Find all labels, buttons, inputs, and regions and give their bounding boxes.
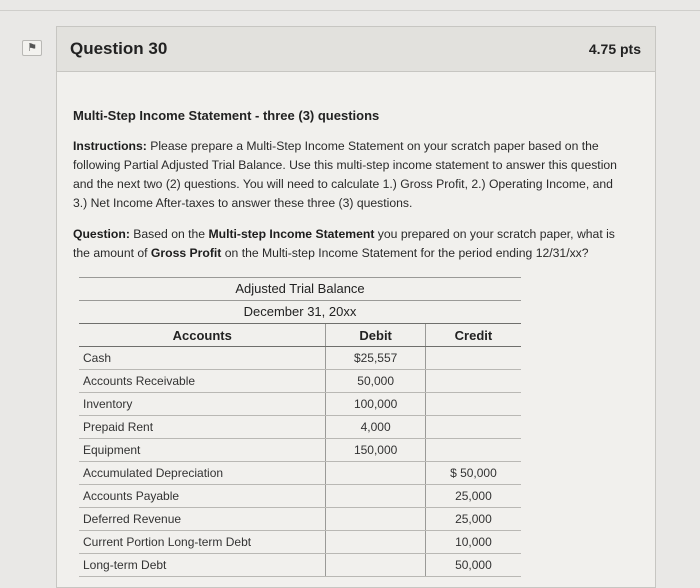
- credit-cell: [425, 393, 521, 416]
- debit-cell: 100,000: [326, 393, 425, 416]
- question-text-part: you prepared on your scratch paper, what is the amount of: [73, 227, 615, 260]
- instructions-text: [73, 137, 628, 213]
- account-cell: Accumulated Depreciation: [79, 462, 326, 485]
- debit-cell: 50,000: [326, 370, 425, 393]
- account-cell: Long-term Debt: [79, 554, 326, 577]
- trial-balance-table: [79, 324, 521, 577]
- table-header-row: [79, 324, 521, 347]
- question-subtitle: Multi-Step Income Statement - three (3) questions: [73, 108, 380, 123]
- table-row: [79, 416, 521, 439]
- table-row: [79, 531, 521, 554]
- question-bold-part: Multi-step Income Statement: [208, 227, 375, 241]
- instructions-body: Please prepare a Multi-Step Income Statement on your scratch paper based on the following Partial Adjusted Trial Balance. Use this multi-step income statement to answer this question and the next two (2) questions. You will need to calculate 1.) Gross Profit, 2.) Operating Income, and 3.) Net Income After-taxes to answer these three (3) questions.: [73, 139, 617, 210]
- debit-cell: 4,000: [326, 416, 425, 439]
- accounts-header: Accounts: [79, 324, 326, 347]
- table-row: [79, 554, 521, 577]
- table-row: [79, 439, 521, 462]
- instructions-label: Instructions:: [73, 139, 147, 153]
- credit-cell: [425, 370, 521, 393]
- account-cell: Current Portion Long-term Debt: [79, 531, 326, 554]
- question-body: [57, 108, 655, 263]
- question-text: [73, 225, 633, 263]
- credit-cell: 10,000: [425, 531, 521, 554]
- question-label: Question:: [73, 227, 130, 241]
- question-header: [57, 27, 655, 72]
- question-text-part: on the Multi-step Income Statement for the period ending 12/31/xx?: [221, 246, 589, 260]
- account-cell: Prepaid Rent: [79, 416, 326, 439]
- table-row: [79, 462, 521, 485]
- credit-cell: 25,000: [425, 508, 521, 531]
- credit-header: Credit: [425, 324, 521, 347]
- question-title: Question 30: [70, 39, 168, 58]
- debit-cell: $25,557: [326, 347, 425, 370]
- flag-question-icon[interactable]: ⚑: [22, 40, 42, 56]
- divider: [0, 10, 700, 11]
- account-cell: Accounts Receivable: [79, 370, 326, 393]
- trial-balance-date: December 31, 20xx: [79, 301, 521, 324]
- table-row: [79, 393, 521, 416]
- trial-balance: [79, 277, 559, 577]
- debit-header: Debit: [326, 324, 425, 347]
- table-row: [79, 347, 521, 370]
- credit-cell: [425, 439, 521, 462]
- account-cell: Accounts Payable: [79, 485, 326, 508]
- debit-cell: [326, 554, 425, 577]
- debit-cell: [326, 508, 425, 531]
- credit-cell: 50,000: [425, 554, 521, 577]
- question-text-part: Based on the: [129, 227, 209, 241]
- question-card: [56, 26, 656, 588]
- question-points: 4.75 pts: [588, 41, 641, 57]
- debit-cell: [326, 531, 425, 554]
- account-cell: Cash: [79, 347, 326, 370]
- debit-cell: [326, 485, 425, 508]
- question-bold-part: Gross Profit: [150, 246, 222, 260]
- credit-cell: [425, 416, 521, 439]
- account-cell: Deferred Revenue: [79, 508, 326, 531]
- credit-cell: [425, 347, 521, 370]
- account-cell: Equipment: [79, 439, 326, 462]
- account-cell: Inventory: [79, 393, 326, 416]
- credit-cell: $ 50,000: [425, 462, 521, 485]
- table-row: [79, 370, 521, 393]
- table-row: [79, 508, 521, 531]
- debit-cell: [326, 462, 425, 485]
- credit-cell: 25,000: [425, 485, 521, 508]
- table-row: [79, 485, 521, 508]
- debit-cell: 150,000: [326, 439, 425, 462]
- trial-balance-title: Adjusted Trial Balance: [79, 277, 521, 301]
